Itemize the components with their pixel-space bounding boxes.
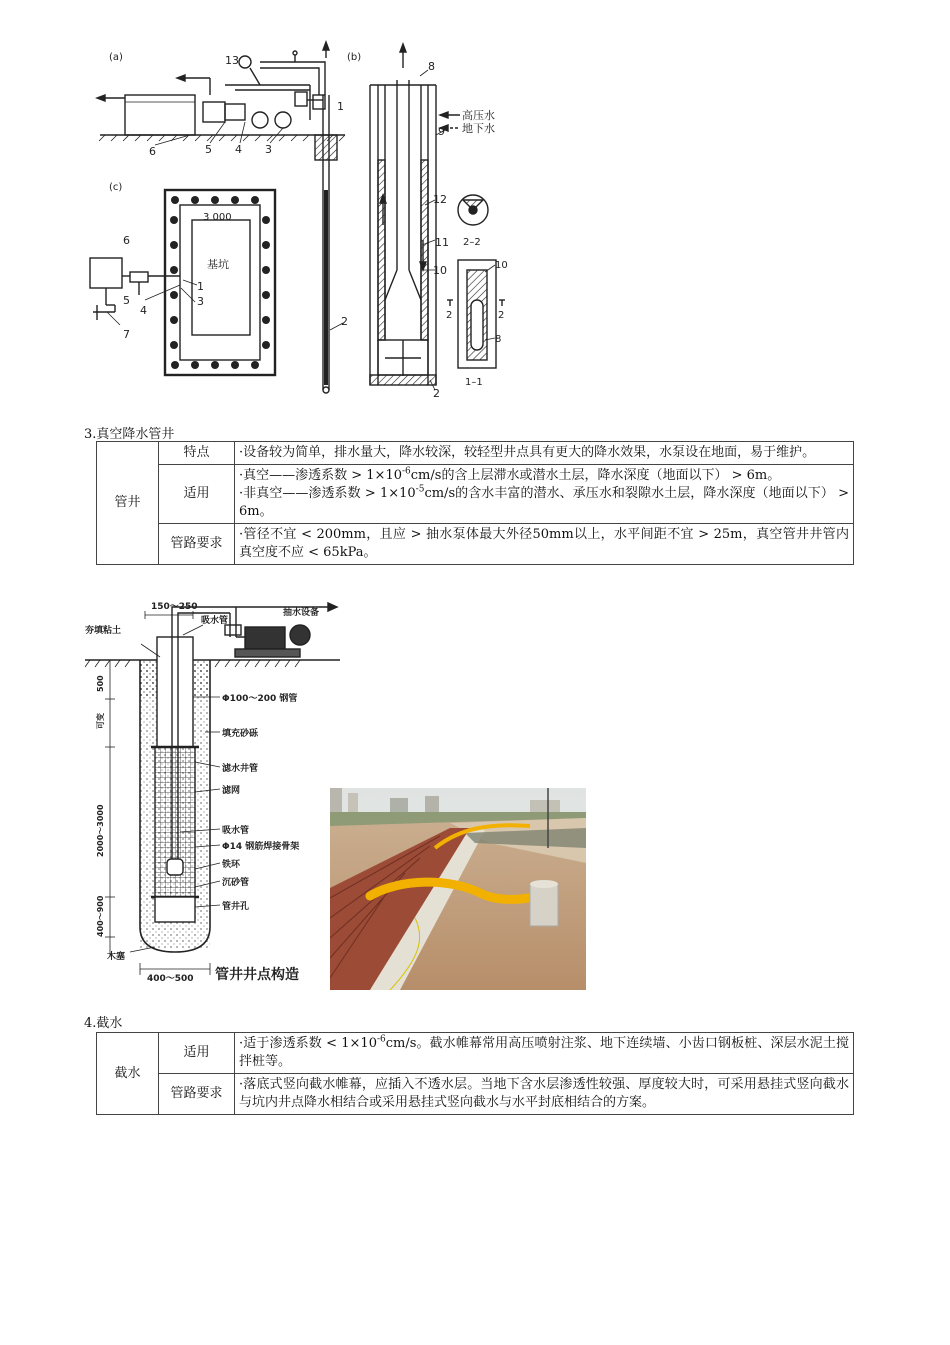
callout-a-1: 1 <box>337 100 344 113</box>
section-mark-right: 2 <box>498 310 505 321</box>
row-content: ·落底式竖向截水帷幕，应插入不透水层。当地下含水层渗透性较强、厚度较大时，可采用悬挂式竖向截水与坑内井点降水相结合或采用悬挂式竖向截水与水平封底相结合的方案。 <box>235 1074 854 1115</box>
label-sand-pipe: 沉砂管 <box>222 878 250 888</box>
label-suction-pipe: 吸水管 <box>222 826 250 836</box>
label-bottom-dim: 400～500 <box>147 974 194 984</box>
callout-a-13: 13 <box>225 54 239 67</box>
label-steel-pipe: Φ100～200 钢管 <box>222 694 298 704</box>
callout-c-4: 4 <box>140 304 147 317</box>
panel-label-a: (a) <box>109 52 123 63</box>
callout-a-4: 4 <box>235 143 242 156</box>
section-label-1-1: 1–1 <box>465 377 483 388</box>
table-row <box>97 465 854 524</box>
label-clay: 夯填粘土 <box>85 626 122 636</box>
row-label: 管路要求 <box>159 1074 235 1115</box>
row-content <box>235 465 854 524</box>
label-plug: 木塞 <box>107 952 126 962</box>
callout-b-12: 12 <box>433 193 447 206</box>
vdim-500: 500 <box>96 675 105 692</box>
section3-table <box>96 441 854 565</box>
row-content: ·设备较为简单，排水量大，降水较深，较轻型井点具有更大的降水效果，水泵设在地面，易于维护。 <box>235 442 854 465</box>
category-cell: 截水 <box>97 1033 159 1115</box>
table-row <box>97 1074 854 1115</box>
table-row <box>97 1033 854 1074</box>
content-line: ·真空——渗透系数 > $1\times 10^{-6}cm/s$的含上层滞水或潜水土层，降水深度（地面以下） > 6m。 <box>239 466 781 483</box>
callout-c-6: 6 <box>123 234 130 247</box>
label-mesh: 滤网 <box>222 786 241 796</box>
callout-b-8: 8 <box>428 60 435 73</box>
vdim-variable: 可变 <box>96 713 105 729</box>
well-construction-diagram <box>85 597 340 987</box>
table-row <box>97 442 854 465</box>
callout-c-7: 7 <box>123 328 130 341</box>
callout-b-11: 11 <box>435 236 449 249</box>
label-pump: 抽水设备 <box>283 608 320 618</box>
section4-table <box>96 1032 854 1115</box>
label-sand: 填充砂砾 <box>222 729 259 739</box>
category-cell: 管井 <box>97 442 159 565</box>
content-line: ·非真空——渗透系数 > $1\times 10^{-5}cm/s$的含水丰富的潜水、承压水和裂隙水土层，降水深度（地面以下） > 6m。 <box>239 484 850 519</box>
callout-a-3: 3 <box>265 143 272 156</box>
section4-title: 4.截水 <box>84 1016 123 1031</box>
callout-b-9: 9 <box>438 125 445 138</box>
well-caption: 管井井点构造 <box>215 967 299 983</box>
dewatering-figure-abc <box>85 40 530 405</box>
callout-a-2: 2 <box>341 315 348 328</box>
row-label: 管路要求 <box>159 524 235 565</box>
row-content: ·适于渗透系数 < $1\times 10^{-6}cm/s$。截水帷幕常用高压喷射注浆、地下连续墙、小齿口钢板桩、深层水泥土搅拌桩等。 <box>235 1033 854 1074</box>
callout-c-1: 1 <box>197 280 204 293</box>
row-label: 特点 <box>159 442 235 465</box>
label-filter-pipe: 滤水井管 <box>222 764 259 774</box>
legend-ground-water: 地下水 <box>462 122 495 135</box>
plan-dimension: 3 000 <box>203 212 232 223</box>
label-hole: 管井孔 <box>222 902 250 912</box>
legend-high-pressure-water: 高压水 <box>462 109 495 122</box>
pit-label: 基坑 <box>207 258 229 271</box>
label-frame: Φ14 钢筋焊接骨架 <box>222 842 300 852</box>
label-ring: 铁环 <box>222 860 241 870</box>
callout-b-2: 2 <box>433 387 440 400</box>
vdim-400-900: 400～900 <box>96 895 105 937</box>
section-label-2-2: 2–2 <box>463 237 481 248</box>
label-top-dim: 150～250 <box>151 602 198 612</box>
label-suction-pipe-top: 吸水管 <box>201 616 229 626</box>
callout-a-6: 6 <box>149 145 156 158</box>
row-label: 适用 <box>159 465 235 524</box>
row-content: ·管径不宜 < 200mm，且应 > 抽水泵体最大外径50mm以上，水平间距不宜 > 25m，真空管井井管内真空度不应 < 65kPa。 <box>235 524 854 565</box>
row-label: 适用 <box>159 1033 235 1074</box>
panel-label-c: (c) <box>109 182 123 193</box>
panel-label-b: (b) <box>347 52 362 63</box>
callout-a-5: 5 <box>205 143 212 156</box>
callout-sec-8: 8 <box>495 334 502 345</box>
callout-c-5: 5 <box>123 294 130 307</box>
table-row <box>97 524 854 565</box>
vdim-2000-3000: 2000～3000 <box>96 804 105 857</box>
section3-title: 3.真空降水管井 <box>84 427 175 442</box>
site-photo <box>330 788 586 990</box>
callout-b-10: 10 <box>433 264 447 277</box>
callout-sec-10: 10 <box>495 260 508 271</box>
section-mark-left: 2 <box>446 310 453 321</box>
callout-c-3: 3 <box>197 295 204 308</box>
